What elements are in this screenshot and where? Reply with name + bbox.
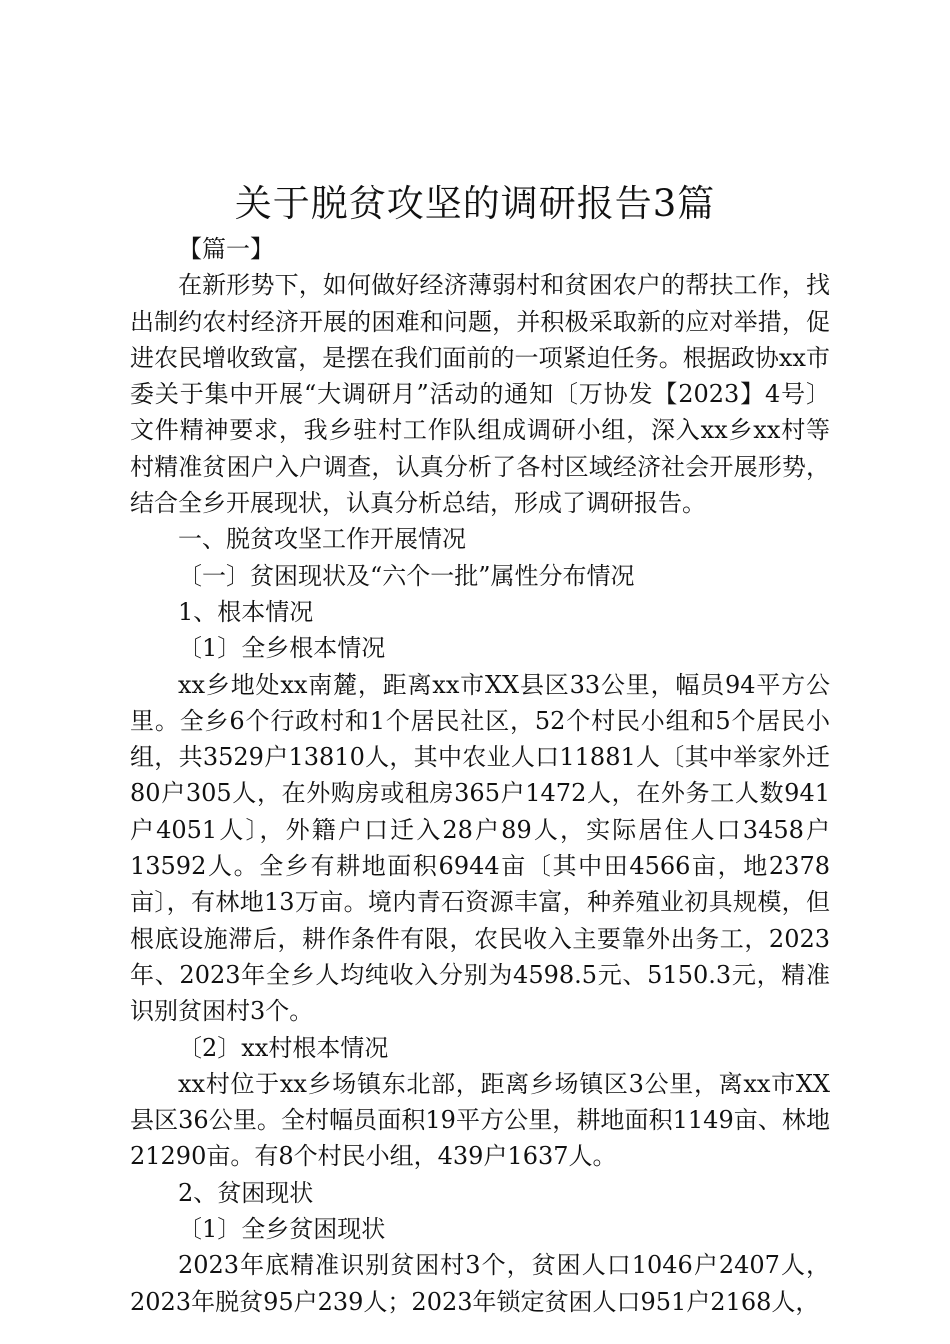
document-body [130,231,830,1320]
heading-township-basic: 〔1〕全乡根本情况 [178,634,386,663]
heading-basic-situation: 1、根本情况 [178,597,314,626]
section-label: 【篇一】 [178,235,274,263]
paragraph-village-basic: xx村位于xx乡场镇东北部，距离乡场镇区3公里，离xx市XX县区36公里。全村幅员面积19平方公里，耕地面积1149亩、林地21290亩。有8个村民小组，439户1637人。 [130,1069,830,1171]
paragraph-township-basic: xx乡地处xx南麓，距离xx市XX县区33公里，幅员94平方公里。全乡6个行政村和1个居民社区，52个村民小组和5个居民小组，共3529户13810人，其中农业人口11881人〔其中举家外迁80户305人，在外购房或租房365户1472人，在外务工人数941户4051人〕，外籍户口迁入28户89人，实际居住人口3458户13592人。全乡有耕地面积6944亩〔其中田4566亩，地2378亩〕，有林地13万亩。境内青石资源丰富，种养殖业初具规模，但根底设施滞后，耕作条件有限，农民收入主要靠外出务工，2023年、2023年全乡人均纯收入分别为4598.5元、5150.3元，精准识别贫困村3个。 [130,670,830,1026]
heading-poverty-status: 2、贫困现状 [178,1178,314,1207]
paragraph-township-poverty: 2023年底精准识别贫困村3个，贫困人口1046户2407人，2023年脱贫95户239人；2023年锁定贫困人口951户2168人， [130,1251,830,1316]
heading-village-basic: 〔2〕xx村根本情况 [178,1033,389,1062]
heading-level-2: 〔一〕贫困现状及“六个一批”属性分布情况 [178,561,635,590]
heading-level-1: 一、脱贫攻坚工作开展情况 [178,525,466,554]
paragraph-intro: 在新形势下，如何做好经济薄弱村和贫困农户的帮扶工作，找出制约农村经济开展的困难和问题，并积极采取新的应对举措，促进农民增收致富，是摆在我们面前的一项紧迫任务。根据政协xx市委关于集中开展“大调研月”活动的通知〔万协发【2023】4号〕文件精神要求，我乡驻村工作队组成调研小组，深入xx乡xx村等村精准贫困户入户调查，认真分析了各村区域经济社会开展形势，结合全乡开展现状，认真分析总结，形成了调研报告。 [130,271,830,518]
document-title: 关于脱贫攻坚的调研报告3篇 [234,182,716,225]
heading-township-poverty: 〔1〕全乡贫困现状 [178,1215,386,1244]
